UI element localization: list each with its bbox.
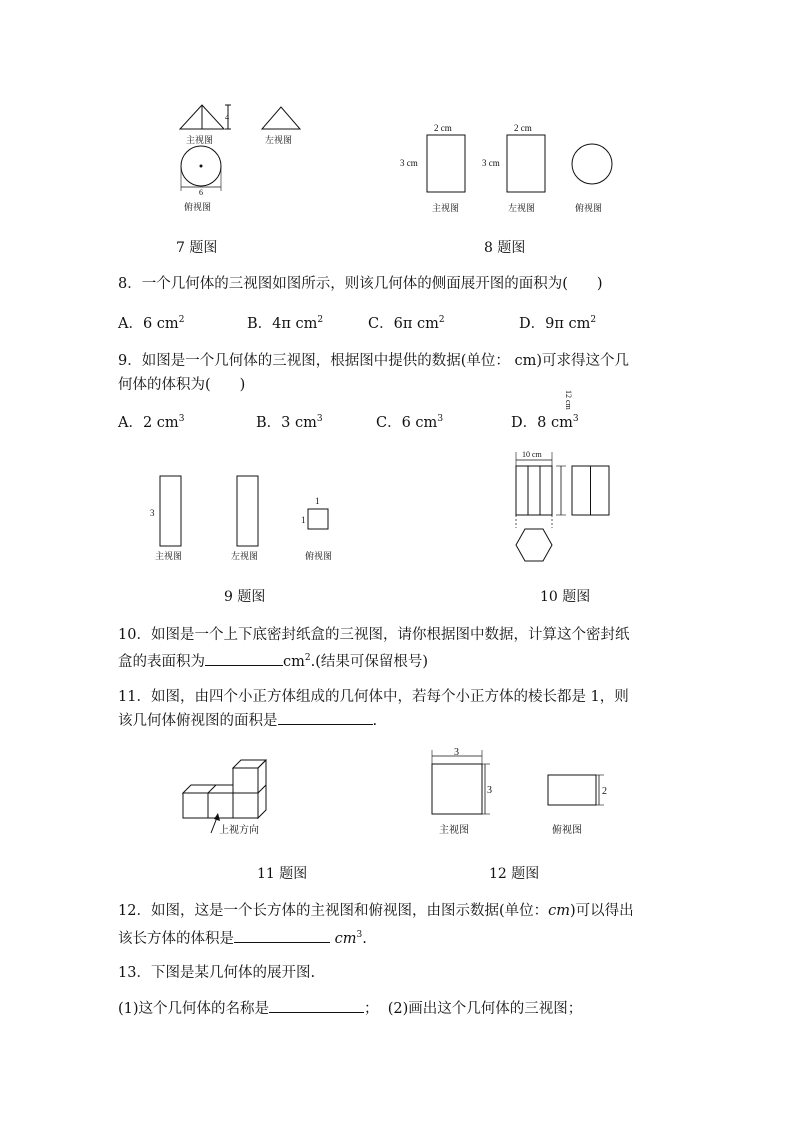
q8-option-c: C．6π $cm^2$ <box>368 315 445 332</box>
figure-12 <box>422 746 622 846</box>
q12-answer-blank[interactable] <box>234 928 330 943</box>
fig12-top-view <box>548 775 596 805</box>
fig8-label-front: 主视图 <box>432 203 460 213</box>
fig8-label-left: 左视图 <box>508 203 536 213</box>
q9-option-c: C．6 $cm^3$ <box>376 414 444 431</box>
question-8: 8．一个几何体的三视图如图所示，则该几何体的侧面展开图的面积为( ) <box>118 276 603 292</box>
q9-option-d: D．8 $cm^3$ <box>511 414 579 431</box>
fig12-dim-height: 3 <box>487 785 492 796</box>
figure-8 <box>398 118 623 218</box>
question-12-line-1: 12．如图，这是一个长方体的主视图和俯视图，由图示数据(单位：cm)可以得出 <box>118 903 634 919</box>
fig9-dim-top: 1 <box>315 496 320 506</box>
fig12-label-top: 俯视图 <box>552 825 582 836</box>
fig7-label-left: 左视图 <box>265 135 293 145</box>
fig8-left-view <box>507 135 545 192</box>
fig8-label-top: 俯视图 <box>575 203 603 213</box>
fig8-dim-width-left: 2 cm <box>514 123 532 133</box>
question-11-line-2: 该几何体俯视图的面积是 . <box>118 709 377 733</box>
fig9-front-view <box>160 476 181 546</box>
fig12-front-view <box>432 764 482 814</box>
question-13-line-2: (1)这个几何体的名称是 ； (2)画出这个几何体的三视图； <box>118 997 582 1021</box>
fig9-label-front: 主视图 <box>155 551 183 561</box>
fig8-dim-width-front: 2 cm <box>434 123 452 133</box>
q9-option-a: A．2 $cm^3$ <box>118 414 185 431</box>
fig7-label-front: 主视图 <box>186 135 214 145</box>
fig12-dim-top-height: 2 <box>602 786 607 797</box>
fig9-caption: 9 题图 <box>224 589 266 605</box>
fig7-left-view <box>262 107 300 129</box>
question-11-line-1: 11．如图，由四个小正方体组成的几何体中，若每个小正方体的棱长都是 1，则 <box>118 689 629 705</box>
fig7-label-top: 俯视图 <box>184 202 212 212</box>
fig10-caption: 10 题图 <box>540 589 591 605</box>
fig8-caption: 8 题图 <box>484 240 526 256</box>
question-10-line-2: 盒的表面积为 $cm^2$.(结果可保留根号) <box>118 646 428 674</box>
q11-answer-blank[interactable] <box>278 710 373 725</box>
q8-option-b: B．4π $cm^2$ <box>247 315 324 332</box>
q8-option-a: A．6 $cm^2$ <box>118 315 185 332</box>
fig8-dim-height-front: 3 cm <box>400 158 418 168</box>
fig11-arrow-label: 上视方向 <box>219 825 259 836</box>
question-10-line-1: 10．如图是一个上下底密封纸盒的三视图，请你根据图中数据，计算这个密封纸 <box>118 627 630 643</box>
fig12-dim-width: 3 <box>454 747 459 758</box>
fig10-front-view <box>516 466 552 515</box>
fig9-top-view <box>308 509 328 529</box>
q10-answer-blank[interactable] <box>205 651 283 666</box>
fig9-dim-side: 1 <box>301 515 306 525</box>
question-9-line-2: 何体的体积为( ) <box>118 377 246 393</box>
q9-option-b: B．3 $cm^3$ <box>256 414 323 431</box>
fig10-dim-height: 12 cm <box>564 390 573 410</box>
question-13-line-1: 13．下图是某几何体的展开图. <box>118 965 316 981</box>
q13-answer-blank[interactable] <box>269 998 364 1013</box>
fig11-caption: 11 题图 <box>257 866 308 882</box>
figure-7 <box>170 95 310 220</box>
fig9-label-top: 俯视图 <box>305 551 333 561</box>
fig7-caption: 7 题图 <box>176 240 218 256</box>
fig10-dim-width: 10 cm <box>522 450 542 459</box>
question-9-line-1: 9．如图是一个几何体的三视图，根据图中提供的数据(单位： cm)可求得这个几 <box>118 353 630 369</box>
fig12-label-front: 主视图 <box>439 825 469 836</box>
fig9-label-left: 左视图 <box>231 551 259 561</box>
q8-option-d: D．9π $cm^2$ <box>519 315 597 332</box>
fig10-top-view <box>516 529 552 561</box>
fig8-top-view <box>572 144 612 184</box>
fig8-front-view <box>427 135 465 192</box>
fig7-dim-diameter: 6 <box>199 188 203 197</box>
fig7-dim-height: 4 <box>225 113 229 122</box>
fig8-dim-height-left: 3 cm <box>482 158 500 168</box>
fig9-left-view <box>237 476 258 546</box>
figure-9 <box>145 470 355 570</box>
question-12-line-2: 该长方体的体积是 $cm^3$. <box>118 923 367 951</box>
fig9-dim-height: 3 <box>150 508 155 518</box>
figure-11 <box>178 755 288 845</box>
fig12-caption: 12 题图 <box>489 866 540 882</box>
